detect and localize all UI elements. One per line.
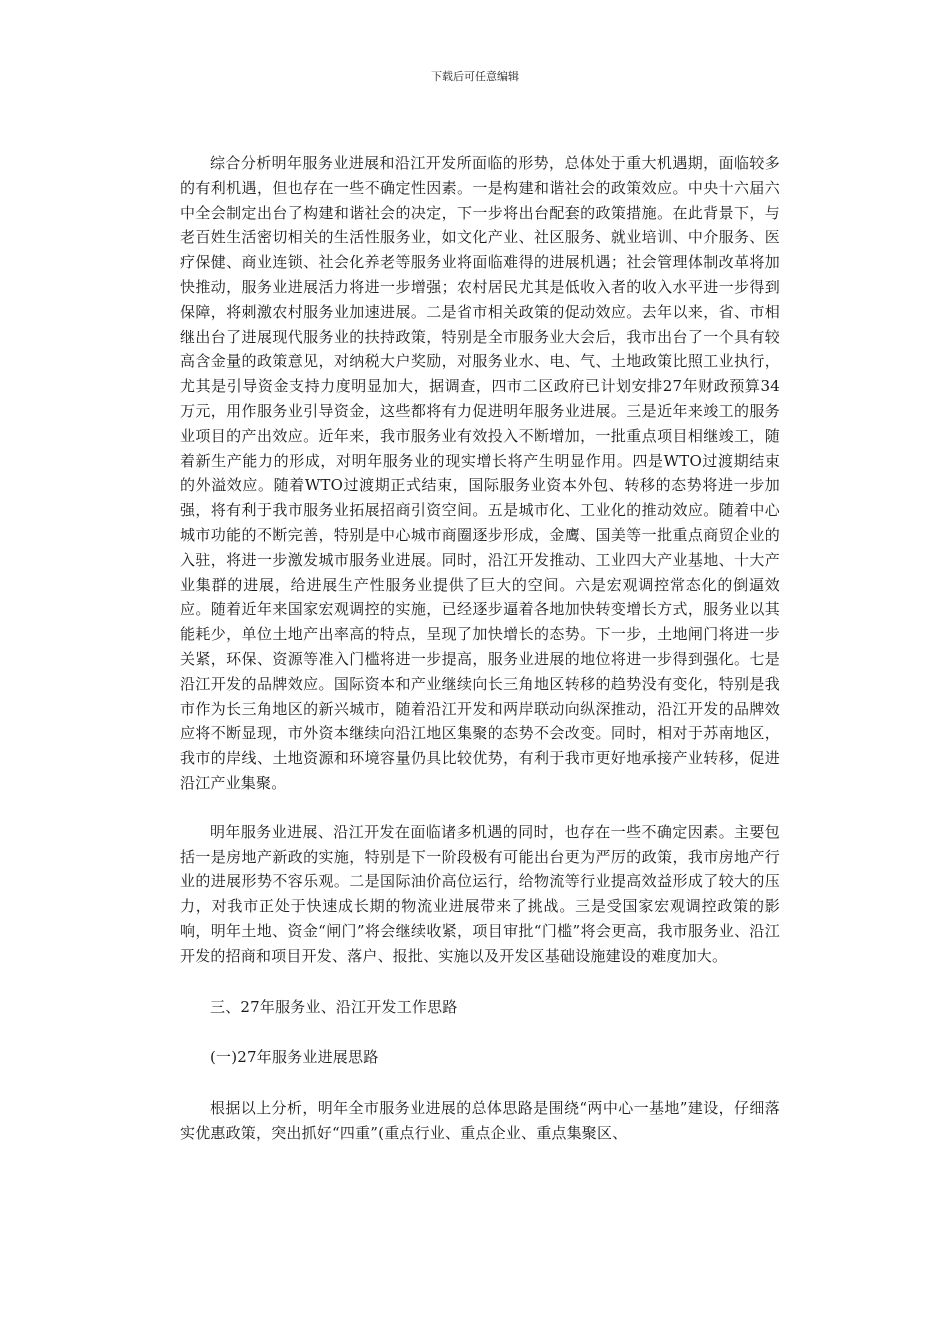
page-header: 下载后可任意编辑 [431, 70, 519, 83]
paragraph-opportunities: 综合分析明年服务业进展和沿江开发所面临的形势，总体处于重大机遇期，面临较多的有利机遇，但也存在一些不确定性因素。一是构建和谐社会的政策效应。中央十六届六中全会制定出台了构建和谐社会的决定，下一步将出台配套的政策措施。在此背景下，与老百姓生活密切相关的生活性服务业，如文化产业、社区服务、就业培训、中介服务、医疗保健、商业连锁、社会化养老等服务业将面临难得的进展机遇；社会管理体制改革将加快推动，服务业进展活力将进一步增强；农村居民尤其是低收入者的收入水平进一步得到保障，将刺激农村服务业加速进展。二是省市相关政策的促动效应。去年以来，省、市相继出台了进展现代服务业的扶持政策，特别是全市服务业大会后，我市出台了一个具有较高含金量的政策意见，对纳税大户奖励，对服务业水、电、气、土地政策比照工业执行，尤其是引导资金支持力度明显加大，据调查，四市二区政府已计划安排27年财政预算34万元，用作服务业引导资金，这些都将有力促进明年服务业进展。三是近年来竣工的服务业项目的产出效应。近年来，我市服务业有效投入不断增加，一批重点项目相继竣工，随着新生产能力的形成，对明年服务业的现实增长将产生明显作用。四是WTO过渡期结束的外溢效应。随着WTO过渡期正式结束，国际服务业资本外包、转移的态势将进一步加强，将有利于我市服务业拓展招商引资空间。五是城市化、工业化的推动效应。随着中心城市功能的不断完善，特别是中心城市商圈逐步形成，金鹰、国美等一批重点商贸企业的入驻，将进一步激发城市服务业进展。同时，沿江开发推动、工业四大产业基地、十大产业集群的进展，给进展生产性服务业提供了巨大的空间。六是宏观调控常态化的倒逼效应。随着近年来国家宏观调控的实施，已经逐步逼着各地加快转变增长方式，服务业以其能耗少，单位土地产出率高的特点，呈现了加快增长的态势。下一步，土地闸门将进一步关紧，环保、资源等准入门槛将进一步提高，服务业进展的地位将进一步得到强化。七是沿江开发的品牌效应。国际资本和产业继续向长三角地区转移的趋势没有变化，特别是我市作为长三角地区的新兴城市，随着沿江开发和两岸联动向纵深推动，沿江开发的品牌效应将不断显现，市外资本继续向沿江地区集聚的态势不会改变。同时，相对于苏南地区，我市的岸线、土地资源和环境容量仍具比较优势，有利于我市更好地承接产业转移，促进沿江产业集聚。 [180, 154, 780, 792]
subsection-heading: (一)27年服务业进展思路 [210, 1048, 379, 1067]
paragraph-overall-approach: 根据以上分析，明年全市服务业进展的总体思路是围绕“两中心一基地”建设，仔细落实优惠政策，突出抓好“四重”(重点行业、重点企业、重点集聚区、 [180, 1099, 780, 1142]
paragraph-uncertainties: 明年服务业进展、沿江开发在面临诸多机遇的同时，也存在一些不确定因素。主要包括一是房地产新政的实施，特别是下一阶段极有可能出台更为严厉的政策，我市房地产行业的进展形势不容乐观。二是国际油价高位运行，给物流等行业提高效益形成了较大的压力，对我市正处于快速成长期的物流业进展带来了挑战。三是受国家宏观调控政策的影响，明年土地、资金“闸门”将会继续收紧，项目审批“门槛”将会更高，我市服务业、沿江开发的招商和项目开发、落户、报批、实施以及开发区基础设施建设的难度加大。 [180, 822, 780, 965]
section-heading: 三、27年服务业、沿江开发工作思路 [210, 997, 458, 1016]
document-body [180, 151, 780, 1146]
